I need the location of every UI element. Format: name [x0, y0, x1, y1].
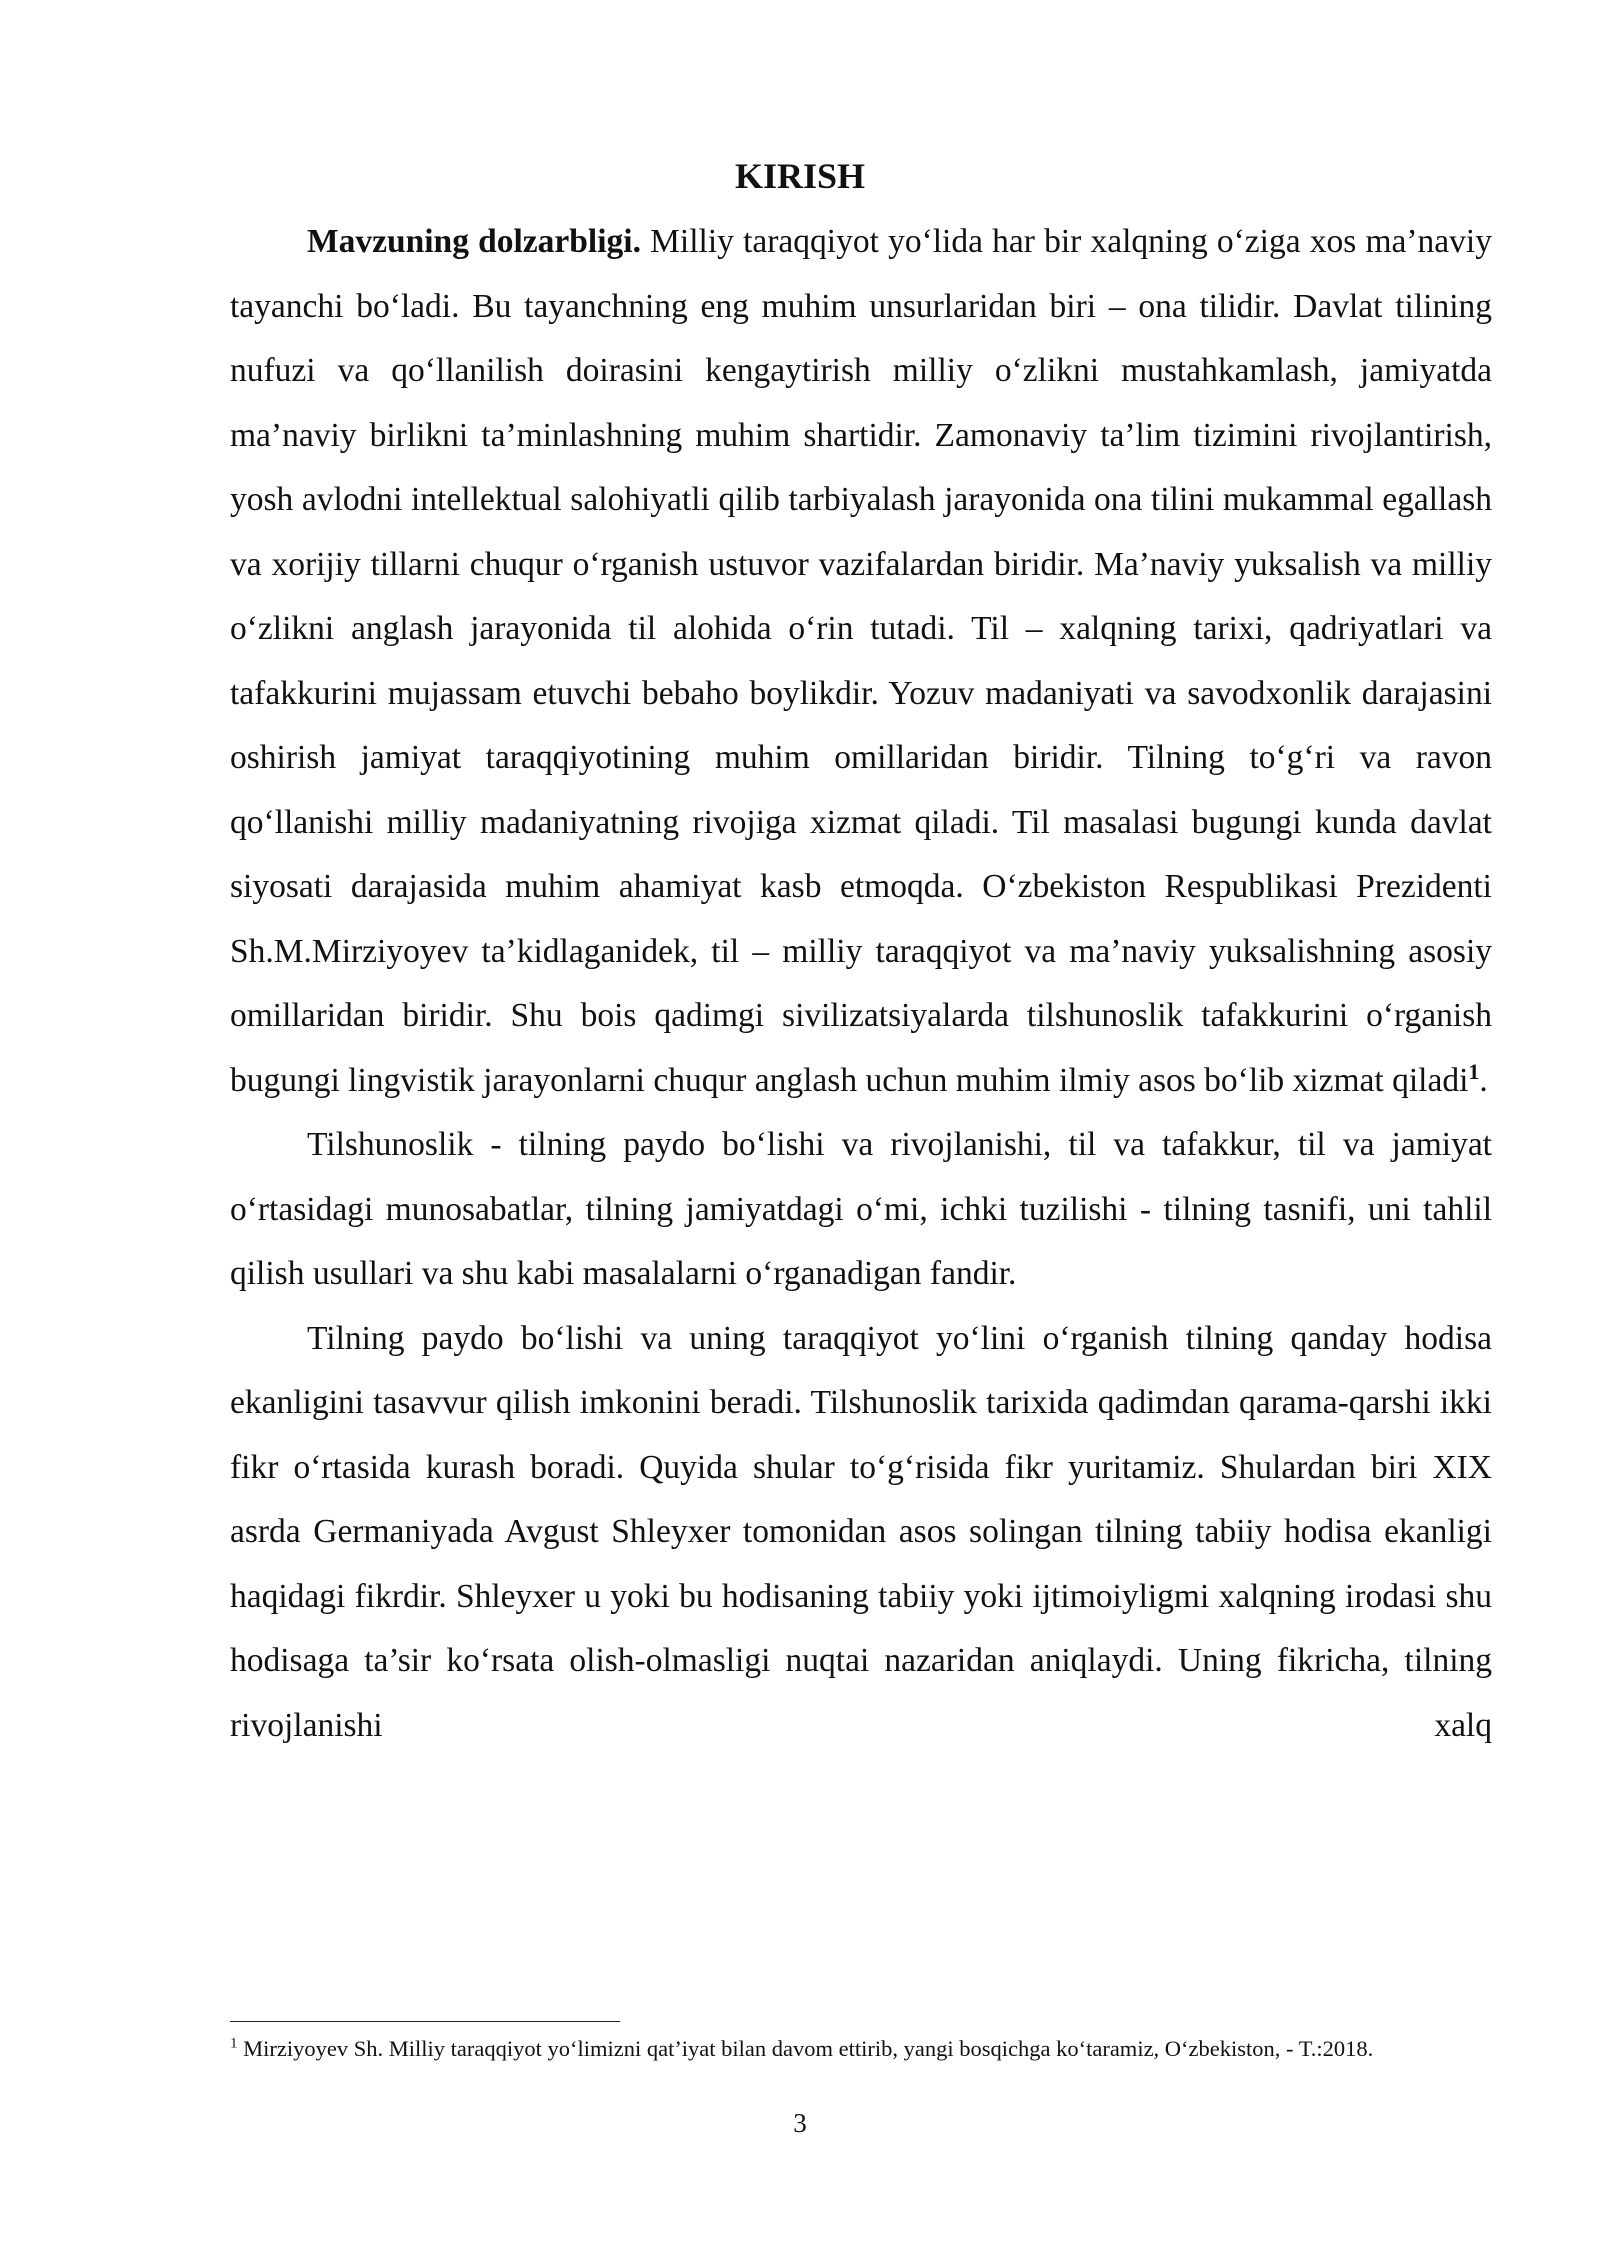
paragraph-text: Milliy taraqqiyot yo‘lida har bir xalqning o‘ziga xos ma’naviy tayanchi bo‘ladi. Bu tayanchning eng muhim unsurlaridan biri – ona tilidir. Davlat tilining nufuzi va qo‘llanilish doirasini kengaytirish milliy o‘zlikni mustahkamlash, jamiyatda ma’naviy birlikni ta’minlashning muhim shartidir. Zamonaviy ta’lim tizimini rivojlantirish, yosh avlodni intellektual salohiyatli qilib tarbiyalash jarayonida ona tilini mukammal egallash va xorijiy tillarni chuqur o‘rganish ustuvor vazifalardan biridir. Ma’naviy yuksalish va milliy o‘zlikni anglash jarayonida til alohida o‘rin tutadi. Til – xalqning tarixi, qadriyatlari va tafakkurini mujassam etuvchi bebaho boylikdir. Yozuv madaniyati va savodxonlik darajasini oshirish jamiyat taraqqiyotining muhim omillaridan biridir. Tilning to‘g‘ri va ravon qo‘llanishi milliy madaniyatning rivojiga xizmat qiladi. Til masalasi bugungi kunda davlat siyosati darajasida muhim ahamiyat kasb etmoqda. O‘zbekiston Respublikasi Prezidenti Sh.M.Mirziyoyev ta’kidlaganidek, til – milliy taraqqiyot va ma’naviy yuksalishning asosiy omillaridan biridir. Shu bois qadimgi sivilizatsiyalarda tilshunoslik tafakkurini o‘rganish bugungi lingvistik jarayonlarni chuqur anglash uchun muhim ilmiy asos bo‘lib xizmat qiladi: [230, 223, 1492, 1099]
paragraph-3: [230, 1307, 1492, 1759]
paragraph-lead: Mavzuning dolzarbligi.: [307, 223, 641, 260]
page-number: 3: [793, 2108, 807, 2138]
footnote-divider: [230, 2021, 620, 2022]
paragraph-text: Tilning paydo bo‘lishi va uning taraqqiyot yo‘lini o‘rganish tilning qanday hodisa ekanligini tasavvur qilish imkonini beradi. Tilshunoslik tarixida qadimdan qarama-qarshi ikki fikr o‘rtasida kurash boradi. Quyida shular to‘g‘risida fikr yuritamiz. Shulardan biri XIX asrda Germaniyada Avgust Shleyxer tomonidan asos solingan tilning tabiiy hodisa ekanligi haqidagi fikrdir. Shleyxer u yoki bu hodisaning tabiiy yoki ijtimoiyligmi xalqning irodasi shu hodisaga ta’sir ko‘rsata olish-olmasligi nuqtai nazaridan aniqlaydi. Uning fikricha, tilning rivojlanishi xalq: [230, 1319, 1492, 1744]
footnote-text: Mirziyoyev Sh. Milliy taraqqiyot yo‘limizni qat’iyat bilan davom ettirib, yangi bosqichga ko‘taramiz, O‘zbekiston, - T.:2018.: [237, 2036, 1374, 2061]
paragraph-2: [230, 1113, 1492, 1307]
paragraph-1: [230, 210, 1492, 1113]
chapter-title: KIRISH: [734, 156, 866, 196]
paragraph-end: .: [1479, 1061, 1488, 1099]
paragraph-text: Tilshunoslik - tilning paydo bo‘lishi va rivojlanishi, til va tafakkur, til va jamiyat o‘rtasidagi munosabatlar, tilning jamiyatdagi o‘mi, ichki tuzilishi - tilning tasnifi, uni tahlil qilish usullari va shu kabi masalalarni o‘rganadigan fandir.: [230, 1126, 1492, 1292]
body-text: [230, 210, 1492, 1758]
footnote-reference[interactable]: 1: [1468, 1058, 1480, 1084]
footnote: [230, 2034, 1492, 2063]
footnote-number: 1: [230, 2035, 238, 2052]
